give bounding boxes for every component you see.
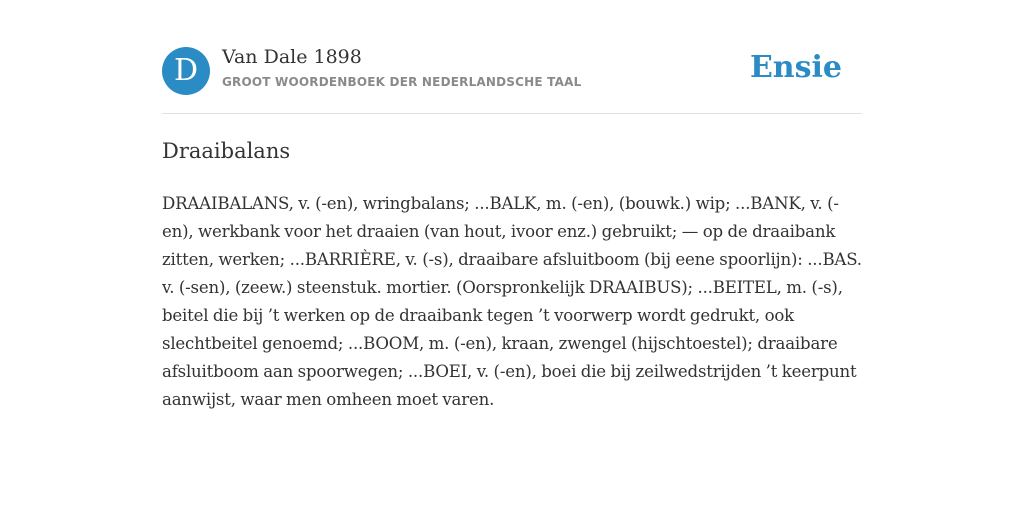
entry-title: Draaibalans	[162, 139, 291, 163]
header-divider	[162, 113, 862, 114]
source-subtitle: GROOT WOORDENBOEK DER NEDERLANDSCHE TAAL	[222, 75, 582, 89]
entry-body: DRAAIBALANS, v. (-en), wringbalans; ...BALK, m. (-en), (bouwk.) wip; ...BANK, v. (-en), werkbank voor het draaien (van hout, ivoor enz.) gebruikt; — op de draaibank zitten, werken; ...BARRIÈRE, v. (-s), draaibare afsluitboom (bij eene spoorlijn): ...BAS. v. (-sen), (zeew.) steenstuk. mortier. (Oorspronkelijk DRAAIBUS); ...BEITEL, m. (-s), beitel die bij ’t werken op de draaibank tegen ’t voorwerp wordt gedrukt, ook slechtbeitel genoemd; ...BOOM, m. (-en), kraan, zwengel (hijschtoestel); draaibare afsluitboom aan spoorwegen; ...BOEI, v. (-en), boei die bij zeilwedstrijden ’t keerpunt aanwijst, waar men omheen moet varen.	[162, 194, 862, 409]
source-title[interactable]: Van Dale 1898	[222, 46, 362, 68]
header	[162, 46, 862, 96]
source-avatar[interactable]: D	[162, 47, 210, 95]
ensie-logo[interactable]: Ensie	[749, 50, 842, 85]
